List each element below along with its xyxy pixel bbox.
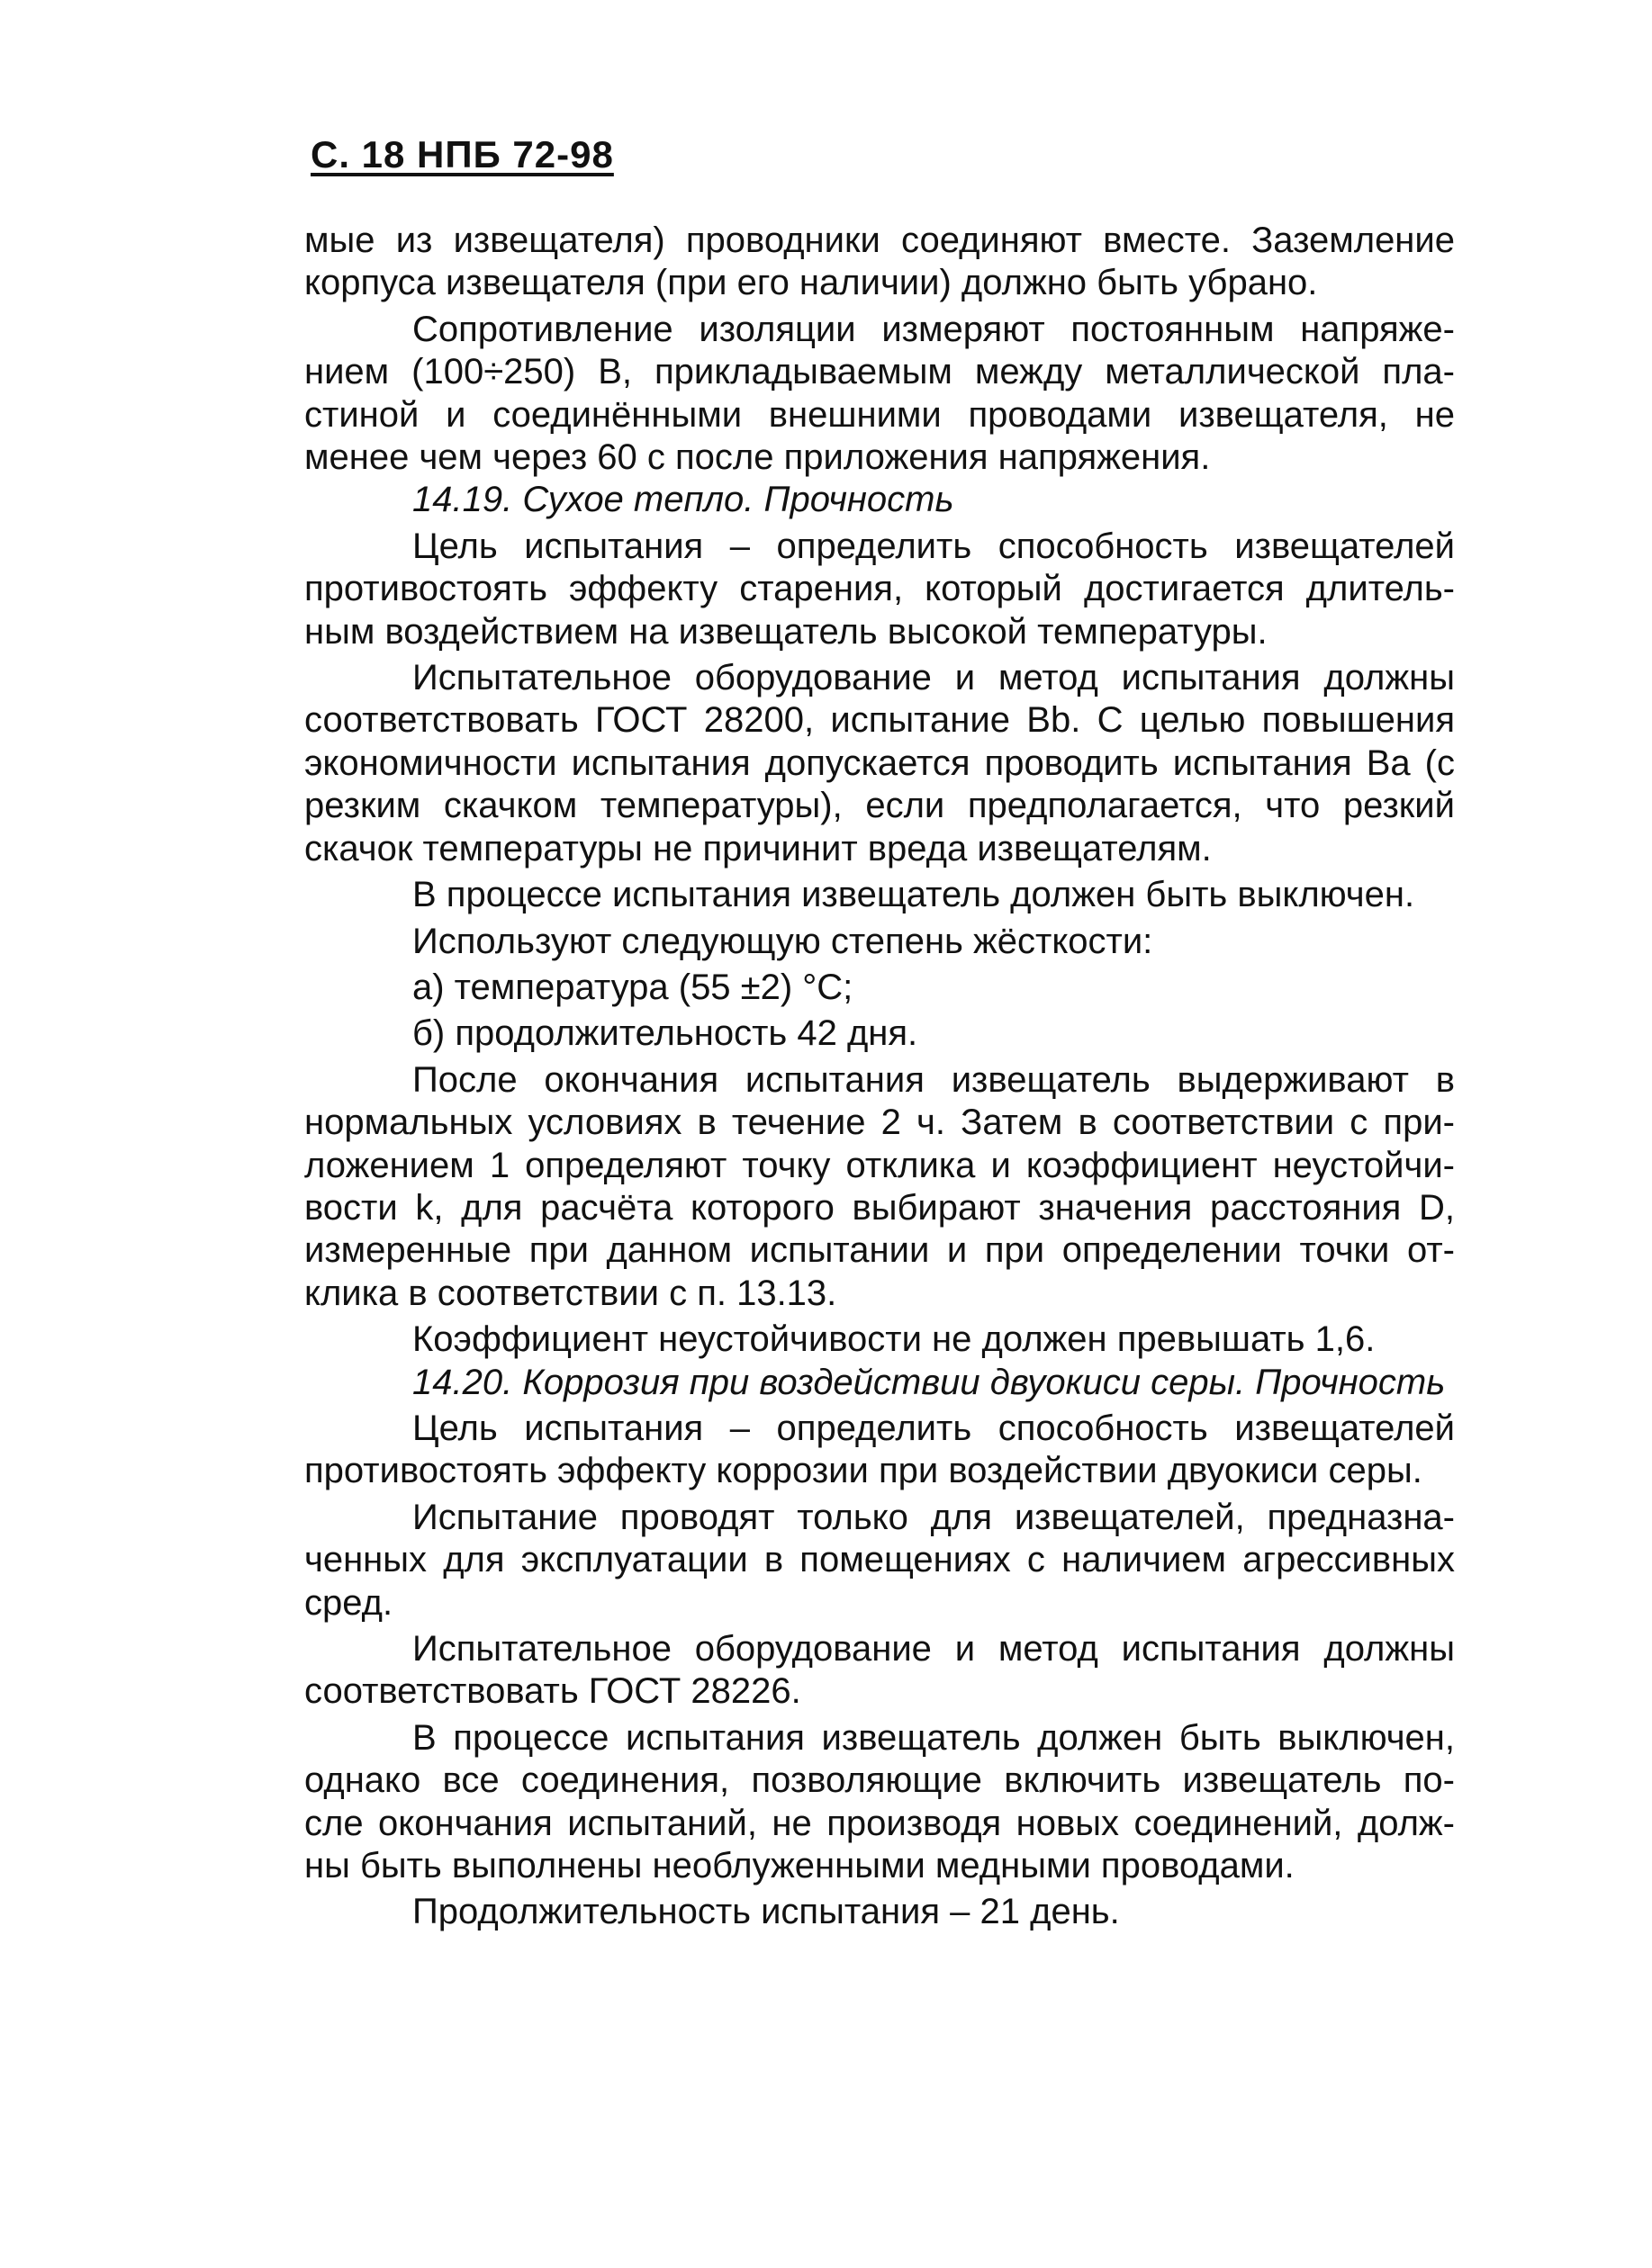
text-line: После окончания испытания извещатель выдерживают в bbox=[412, 1059, 1455, 1100]
paragraph bbox=[304, 220, 1455, 305]
text-line: противостоять эффекту коррозии при воздействии двуокиси серы. bbox=[304, 1451, 1422, 1491]
paragraph bbox=[304, 526, 1455, 653]
paragraph bbox=[304, 1717, 1455, 1888]
paragraph bbox=[304, 1628, 1455, 1714]
paragraph bbox=[304, 1891, 1455, 1933]
paragraph bbox=[304, 1497, 1455, 1624]
text-line: резким скачком температуры), если предполагается, что резкий bbox=[304, 786, 1455, 826]
text-line: сред. bbox=[304, 1582, 393, 1623]
section-heading bbox=[304, 479, 1455, 521]
text-line: Испытание проводят только для извещателей, предназна- bbox=[412, 1497, 1455, 1537]
paragraph bbox=[304, 921, 1455, 963]
text-line: вости k, для расчёта которого выбирают значения расстояния D, bbox=[304, 1187, 1455, 1228]
text-line: ченных для эксплуатации в помещениях с наличием агрессивных bbox=[304, 1540, 1455, 1580]
paragraph bbox=[304, 1408, 1455, 1493]
text-line: корпуса извещателя (при его наличии) должно быть убрано. bbox=[304, 263, 1318, 303]
heading-text: 14.19. Сухое тепло. Прочность bbox=[412, 480, 954, 520]
text-line: ны быть выполнены необлуженными медными проводами. bbox=[304, 1846, 1295, 1886]
text-line: Цель испытания – определить способность извещателей bbox=[412, 526, 1455, 566]
paragraph bbox=[304, 874, 1455, 916]
text-line: а) температура (55 ±2) °С; bbox=[412, 967, 853, 1007]
text-line: ложением 1 определяют точку отклика и коэффициент неустойчи- bbox=[304, 1145, 1455, 1185]
paragraph bbox=[304, 1059, 1455, 1315]
text-line: соответствовать ГОСТ 28226. bbox=[304, 1671, 801, 1712]
text-line: сле окончания испытаний, не производя новых соединений, долж- bbox=[304, 1803, 1455, 1843]
paragraph bbox=[304, 309, 1455, 480]
text-line: скачок температуры не причинит вреда извещателям. bbox=[304, 828, 1212, 868]
text-line: клика в соответствии с п. 13.13. bbox=[304, 1273, 837, 1313]
list-item bbox=[304, 967, 1455, 1009]
text-line: нием (100÷250) В, прикладываемым между металлической пла- bbox=[304, 352, 1455, 392]
heading-text: 14.20. Коррозия при воздействии двуокиси серы. Прочность bbox=[412, 1362, 1446, 1402]
text-line: Коэффициент неустойчивости не должен превышать 1,6. bbox=[412, 1319, 1376, 1360]
text-line: В процессе испытания извещатель должен быть выключен. bbox=[412, 875, 1415, 915]
text-line: ным воздействием на извещатель высокой температуры. bbox=[304, 611, 1268, 652]
text-line: нормальных условиях в течение 2 ч. Затем в соответствии с при- bbox=[304, 1102, 1455, 1143]
text-line: Сопротивление изоляции измеряют постоянным напряже- bbox=[412, 309, 1455, 349]
list-item bbox=[304, 1012, 1455, 1055]
text-line: однако все соединения, позволяющие включить извещатель по- bbox=[304, 1760, 1455, 1801]
text-line: стиной и соединёнными внешними проводами извещателя, не bbox=[304, 394, 1455, 435]
text-line: экономичности испытания допускается проводить испытания Ba (с bbox=[304, 742, 1455, 783]
document-body bbox=[304, 220, 1455, 1934]
section-heading bbox=[304, 1362, 1455, 1404]
text-line: измеренные при данном испытании и при определении точки от- bbox=[304, 1230, 1455, 1271]
text-line: Цель испытания – определить способность извещателей bbox=[412, 1408, 1455, 1448]
text-line: менее чем через 60 с после приложения напряжения. bbox=[304, 437, 1211, 478]
paragraph bbox=[304, 657, 1455, 870]
text-line: мые из извещателя) проводники соединяют вместе. Заземление bbox=[304, 220, 1455, 260]
text-line: соответствовать ГОСТ 28200, испытание Bb. С целью повышения bbox=[304, 700, 1455, 741]
text-line: противостоять эффекту старения, который достигается длитель- bbox=[304, 569, 1455, 609]
text-line: Продолжительность испытания – 21 день. bbox=[412, 1892, 1120, 1932]
page-header: С. 18 НПБ 72-98 bbox=[311, 133, 614, 176]
text-line: б) продолжительность 42 дня. bbox=[412, 1013, 918, 1054]
text-line: Испытательное оборудование и метод испытания должны bbox=[412, 1629, 1455, 1669]
text-line: Используют следующую степень жёсткости: bbox=[412, 921, 1153, 961]
paragraph bbox=[304, 1318, 1455, 1361]
text-line: Испытательное оборудование и метод испытания должны bbox=[412, 658, 1455, 698]
text-line: В процессе испытания извещатель должен быть выключен, bbox=[412, 1717, 1455, 1758]
